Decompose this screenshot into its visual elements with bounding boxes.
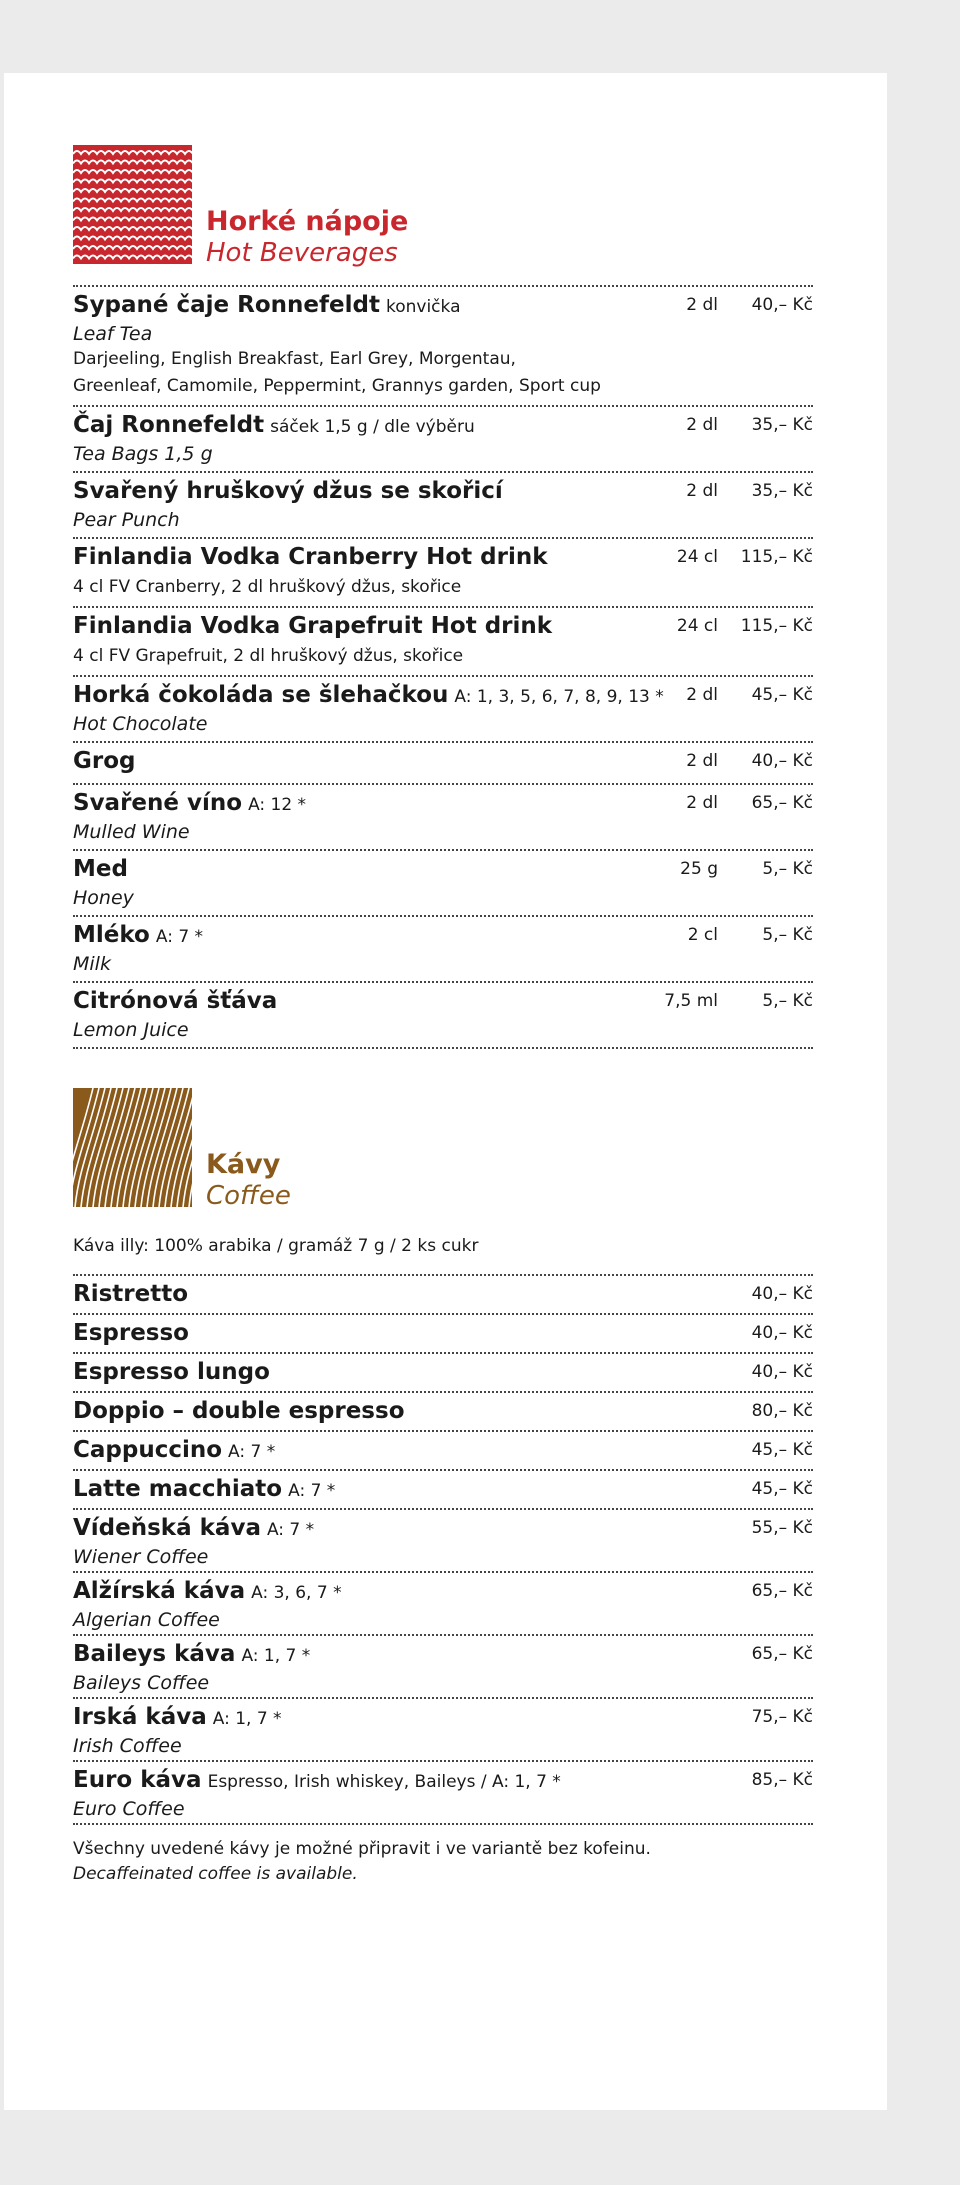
item-name-en: Tea Bags 1,5 g: [73, 443, 213, 465]
item-note: konvička: [385, 297, 461, 317]
item-name-en: Irish Coffee: [73, 1735, 182, 1757]
item-name: Euro káva: [73, 1767, 202, 1793]
item-quantity: 2 dl: [686, 793, 718, 813]
menu-item-line: [73, 787, 813, 820]
item-note: A: 7 *: [228, 1442, 276, 1462]
item-name: Svařené víno: [73, 790, 243, 816]
wood-grain-pattern-icon: [73, 1088, 192, 1207]
item-note: A: 3, 6, 7 *: [251, 1583, 342, 1603]
item-note: Espresso, Irish whiskey, Baileys / A: 1, 7 *: [207, 1772, 561, 1792]
item-description: Greenleaf, Camomile, Peppermint, Grannys garden, Sport cup: [73, 376, 601, 396]
menu-item: [73, 1573, 813, 1636]
coffee-list: [73, 1276, 813, 1825]
item-price: 40,– Kč: [751, 751, 813, 771]
menu-item: [73, 851, 813, 917]
item-name: Irská káva: [73, 1704, 207, 1730]
menu-item: [73, 1636, 813, 1699]
item-name: Horká čokoláda se šlehačkou: [73, 682, 449, 708]
hot-beverages-header: [73, 145, 813, 268]
item-price: 5,– Kč: [762, 925, 813, 945]
decaf-note-en: Decaffeinated coffee is available.: [73, 1864, 358, 1884]
item-price: 115,– Kč: [740, 547, 813, 567]
item-price: 40,– Kč: [751, 295, 813, 315]
menu-item-line: [73, 919, 813, 952]
menu-item: [73, 1432, 813, 1471]
menu-item-line: [73, 1356, 813, 1389]
item-name: Mléko: [73, 922, 150, 948]
item-name-en: Hot Chocolate: [73, 713, 208, 735]
item-name: Citrónová šťáva: [73, 988, 278, 1014]
hot-beverages-titles: [206, 206, 408, 268]
menu-item-line: [73, 853, 813, 886]
hot-beverages-list: [73, 287, 813, 1049]
coffee-intro: Káva illy: 100% arabika / gramáž 7 g / 2 ks cukr: [73, 1236, 479, 1256]
item-name: Finlandia Vodka Cranberry Hot drink: [73, 544, 548, 570]
item-price: 5,– Kč: [762, 859, 813, 879]
item-price: 75,– Kč: [751, 1707, 813, 1727]
item-price: 45,– Kč: [751, 1479, 813, 1499]
menu-item: [73, 1699, 813, 1762]
item-quantity: 2 dl: [686, 295, 718, 315]
item-name: Sypané čaje Ronnefeldt: [73, 292, 380, 318]
item-price: 115,– Kč: [740, 616, 813, 636]
wave-pattern-icon: [73, 145, 192, 264]
item-name: Vídeňská káva: [73, 1515, 261, 1541]
section-title-cz: Kávy: [206, 1149, 281, 1180]
item-note: sáček 1,5 g / dle výběru: [270, 417, 475, 437]
item-price: 40,– Kč: [751, 1284, 813, 1304]
item-price: 55,– Kč: [751, 1518, 813, 1538]
menu-item: [73, 785, 813, 851]
item-note: A: 7 *: [266, 1520, 315, 1540]
item-name: Espresso: [73, 1320, 189, 1346]
item-price: 40,– Kč: [751, 1362, 813, 1382]
item-name: Čaj Ronnefeldt: [73, 412, 265, 438]
section-title-en: Coffee: [206, 1181, 291, 1211]
menu-item-line: [73, 1512, 813, 1545]
item-quantity: 2 dl: [686, 751, 718, 771]
item-quantity: 24 cl: [676, 616, 718, 636]
item-name-en: Mulled Wine: [73, 821, 190, 843]
item-note: A: 1, 3, 5, 6, 7, 8, 9, 13 *: [454, 687, 664, 707]
menu-item: [73, 917, 813, 983]
menu-item-line: [73, 289, 813, 322]
menu-item-line: [73, 1701, 813, 1734]
coffee-header: [73, 1088, 813, 1211]
item-name-en: Lemon Juice: [73, 1019, 189, 1041]
menu-item: [73, 1393, 813, 1432]
item-name-en: Baileys Coffee: [73, 1672, 210, 1694]
item-quantity: 2 dl: [686, 415, 718, 435]
menu-item: [73, 743, 813, 785]
menu-item-line: [73, 541, 813, 574]
item-quantity: 25 g: [680, 859, 718, 879]
item-price: 45,– Kč: [751, 685, 813, 705]
item-name-en: Leaf Tea: [73, 323, 153, 345]
item-price: 5,– Kč: [762, 991, 813, 1011]
item-name: Finlandia Vodka Grapefruit Hot drink: [73, 613, 553, 639]
menu-item-line: [73, 1434, 813, 1467]
item-note: A: 1, 7 *: [241, 1646, 311, 1666]
item-description: Darjeeling, English Breakfast, Earl Grey, Morgentau,: [73, 349, 516, 369]
item-note: A: 12 *: [248, 795, 307, 815]
menu-item: [73, 407, 813, 473]
item-name-en: Algerian Coffee: [73, 1609, 220, 1631]
menu-item-line: [73, 1395, 813, 1428]
menu-item-line: [73, 1638, 813, 1671]
menu-item-line: [73, 1317, 813, 1350]
menu-item-line: [73, 610, 813, 643]
item-name: Grog: [73, 748, 136, 774]
item-price: 80,– Kč: [751, 1401, 813, 1421]
menu-item: [73, 1471, 813, 1510]
item-name-en: Euro Coffee: [73, 1798, 185, 1820]
item-price: 40,– Kč: [751, 1323, 813, 1343]
menu-item-line: [73, 679, 813, 712]
item-name-en: Wiener Coffee: [73, 1546, 209, 1568]
menu-item-line: [73, 1278, 813, 1311]
item-note: A: 7 *: [155, 927, 204, 947]
hot-beverages-section: [73, 145, 813, 1049]
menu-item-line: [73, 985, 813, 1018]
item-name: Alžírská káva: [73, 1578, 246, 1604]
menu-item: [73, 677, 813, 743]
item-price: 85,– Kč: [751, 1770, 813, 1790]
menu-item: [73, 1762, 813, 1825]
section-title-en: Hot Beverages: [206, 238, 398, 268]
coffee-footer: [73, 1837, 813, 1887]
menu-item: [73, 608, 813, 677]
item-description: 4 cl FV Cranberry, 2 dl hruškový džus, skořice: [73, 577, 462, 597]
menu-item: [73, 1354, 813, 1393]
coffee-titles: [206, 1149, 291, 1211]
item-price: 35,– Kč: [751, 415, 813, 435]
item-description: 4 cl FV Grapefruit, 2 dl hruškový džus, skořice: [73, 646, 464, 666]
item-name: Cappuccino: [73, 1437, 223, 1463]
item-price: 65,– Kč: [751, 1581, 813, 1601]
menu-item-line: [73, 409, 813, 442]
item-note: A: 1, 7 *: [212, 1709, 282, 1729]
menu-item-line: [73, 745, 813, 778]
menu-item: [73, 1510, 813, 1573]
menu-item: [73, 983, 813, 1049]
item-quantity: 2 dl: [686, 685, 718, 705]
item-price: 35,– Kč: [751, 481, 813, 501]
item-name: Med: [73, 856, 128, 882]
menu-item: [73, 539, 813, 608]
item-name: Espresso lungo: [73, 1359, 270, 1385]
menu-item: [73, 1276, 813, 1315]
menu-item: [73, 473, 813, 539]
menu-item: [73, 1315, 813, 1354]
item-name: Baileys káva: [73, 1641, 236, 1667]
section-title-cz: Horké nápoje: [206, 206, 409, 237]
menu-item-line: [73, 1764, 813, 1797]
item-quantity: 2 cl: [687, 925, 718, 945]
menu-item-line: [73, 475, 813, 508]
item-name: Doppio – double espresso: [73, 1398, 405, 1424]
item-name-en: Honey: [73, 887, 134, 909]
item-price: 45,– Kč: [751, 1440, 813, 1460]
menu-item-line: [73, 1473, 813, 1506]
item-note: A: 7 *: [288, 1481, 336, 1501]
item-name: Svařený hruškový džus se skořicí: [73, 478, 503, 504]
item-name-en: Pear Punch: [73, 509, 180, 531]
item-price: 65,– Kč: [751, 793, 813, 813]
decaf-note-cz: Všechny uvedené kávy je možné připravit i ve variantě bez kofeinu.: [73, 1839, 651, 1859]
item-quantity: 7,5 ml: [664, 991, 718, 1011]
menu-item: [73, 287, 813, 407]
coffee-section: [73, 1088, 813, 1887]
item-name-en: Milk: [73, 953, 111, 975]
item-price: 65,– Kč: [751, 1644, 813, 1664]
item-quantity: 24 cl: [676, 547, 718, 567]
item-name: Ristretto: [73, 1281, 189, 1307]
item-name: Latte macchiato: [73, 1476, 283, 1502]
item-quantity: 2 dl: [686, 481, 718, 501]
menu-item-line: [73, 1575, 813, 1608]
